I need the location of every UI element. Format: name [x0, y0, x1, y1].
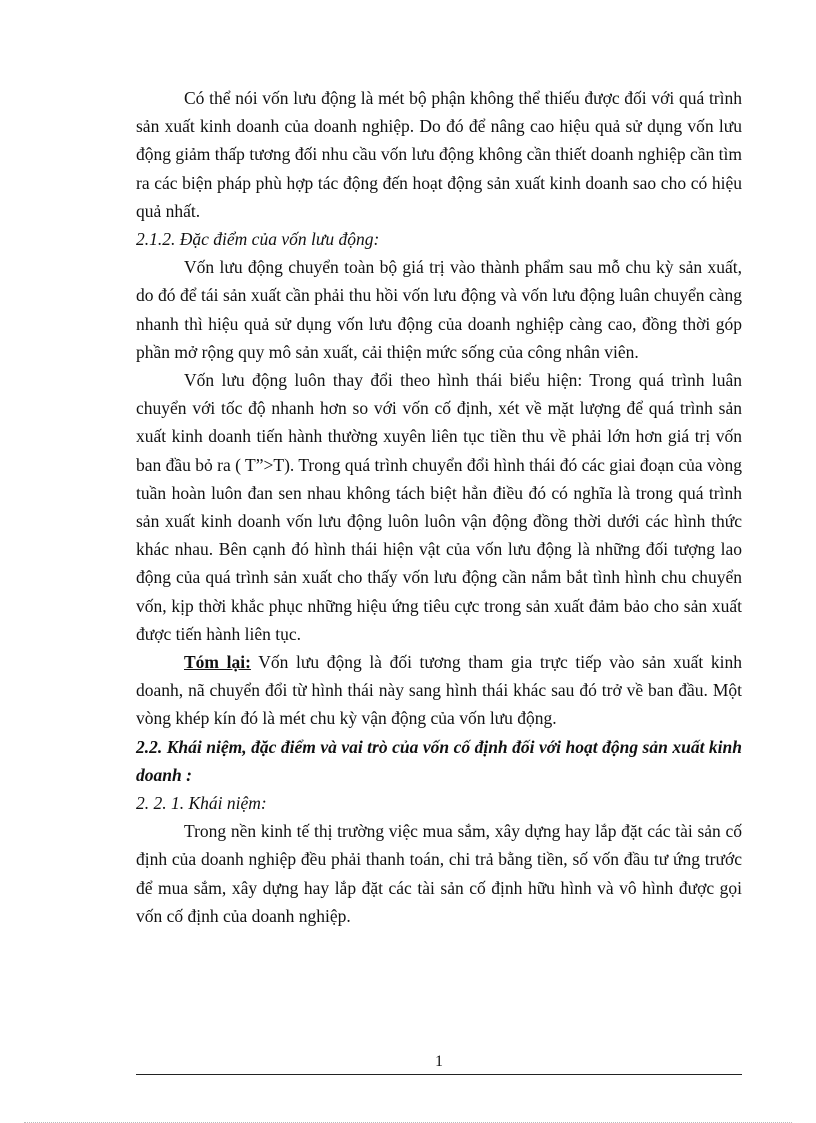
paragraph-form-change: Vốn lưu động luôn thay đổi theo hình thái biểu hiện: Trong quá trình luân chuyển với tốc độ nhanh hơn so với vốn cố định, xét về mặt lượng để quá trình sản xuất kinh doanh tiến hành thường xuyên liên tục tiền thu về phải lớn hơn giá trị vốn ban đầu bỏ ra ( T”>T). Trong quá trình chuyển đổi hình thái đó các giai đoạn của vòng tuần hoàn luôn đan sen nhau không tách biệt hẳn điều đó có nghĩa là trong quá trình sản xuất kinh doanh vốn lưu động luôn luôn vận động đồng thời dưới các hình thức khác nhau. Bên cạnh đó hình thái hiện vật của vốn lưu động là những đối tượng lao động của quá trình sản xuất cho thấy vốn lưu động cần nắm bắt tình hình chu chuyển vốn, kịp thời khắc phục những hiệu ứng tiêu cực trong sản xuất đảm bảo cho sản xuất được tiến hành liên tục. — [136, 370, 742, 644]
paragraph-circulation: Vốn lưu động chuyển toàn bộ giá trị vào thành phẩm sau mỗ chu kỳ sản xuất, do đó để tái sản xuất cần phải thu hồi vốn lưu động và vốn lưu động luân chuyển càng nhanh thì hiệu quả sử dụng vốn lưu động của doanh nghiệp càng cao, đồng thời góp phần mở rộng quy mô sản xuất, cải thiện mức sống của công nhân viên. — [136, 257, 742, 362]
summary-text: Vốn lưu động là đối tương tham gia trực tiếp vào sản xuất kinh doanh, nã chuyển đổi từ hình thái này sang hình thái khác sau đó trở về ban đầu. Một vòng khép kín đó là mét chu kỳ vận động của vốn lưu động. — [136, 652, 742, 729]
page-number: 1 — [435, 1053, 443, 1070]
summary-label: Tóm lại: — [184, 652, 251, 673]
document-body — [136, 84, 742, 930]
paragraph-intro: Có thể nói vốn lưu động là mét bộ phận không thể thiếu được đối với quá trình sản xuất kinh doanh của doanh nghiệp. Do đó để nâng cao hiệu quả sử dụng vốn lưu động giảm thấp tương đối nhu cầu vốn lưu động không cần thiết doanh nghiệp cần tìm ra các biện pháp phù hợp tác động đến hoạt động sản xuất kinh doanh sao cho có hiệu quả nhất. — [136, 88, 742, 221]
heading-2-1-2: 2.1.2. Đặc điểm của vốn lưu động: — [136, 229, 380, 250]
footer-rule — [136, 1074, 742, 1075]
paragraph-fixed-capital-definition: Trong nền kinh tế thị trường việc mua sắm, xây dựng hay lắp đặt các tài sản cố định của doanh nghiệp đều phải thanh toán, chi trả bằng tiền, số vốn đầu tư ứng trước để mua sắm, xây dựng hay lắp đặt các tài sản cố định hữu hình và vô hình được gọi vốn cố định của doanh nghiệp. — [136, 821, 742, 926]
paragraph-summary — [136, 648, 742, 733]
heading-2-2: 2.2. Khái niệm, đặc điểm và vai trò của vốn cố định đối với hoạt động sản xuất kinh doanh : — [136, 736, 742, 785]
heading-2-2-1: 2. 2. 1. Khái niệm: — [136, 793, 267, 814]
